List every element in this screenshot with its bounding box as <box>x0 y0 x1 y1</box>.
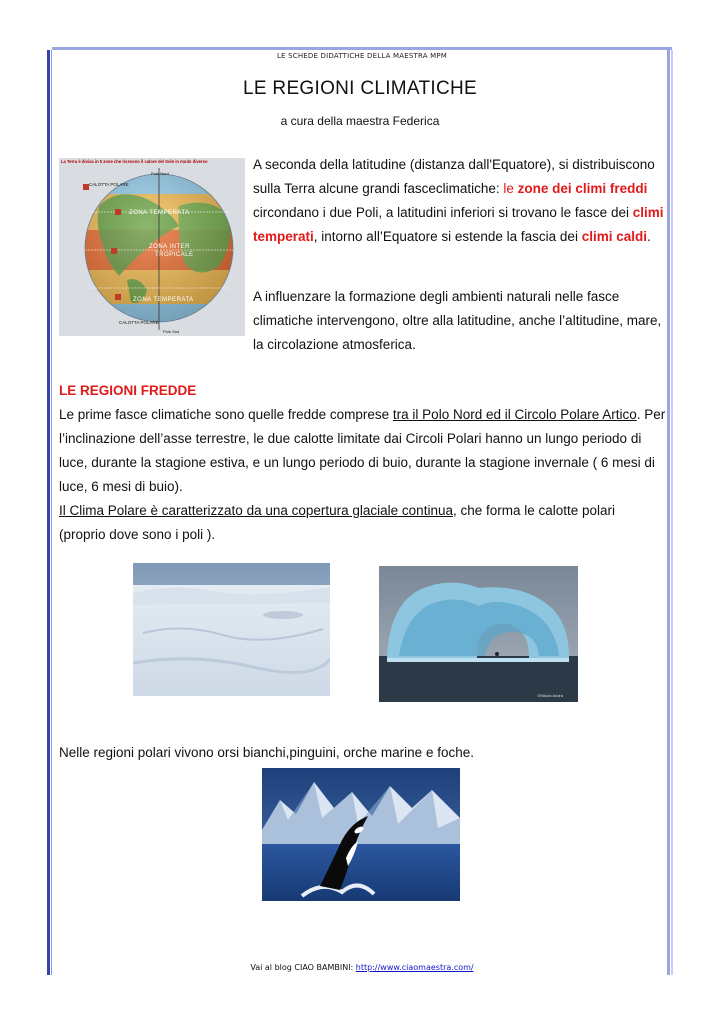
page-border-right-shadow <box>671 50 673 975</box>
section-title: LE REGIONI FREDDE <box>59 383 197 398</box>
cold-zones-term: zone dei climi freddi <box>517 181 648 196</box>
label-south-cap: CALOTTA POLARE <box>119 320 159 325</box>
label-north-pole: Polo Nord <box>151 171 169 176</box>
intro-text-f: , intorno all’Equatore si estende la fascia dei <box>313 229 582 244</box>
temperate-term: climi temperati <box>253 205 664 244</box>
hot-term: climi caldi <box>581 229 647 244</box>
page-border-left-inner <box>51 50 52 975</box>
intro-text-d: circondano i due Poli, a latitudini inferiori si trovano le fasce dei <box>253 205 633 220</box>
page-title: LE REGIONI CLIMATICHE <box>243 78 477 99</box>
section-text-c: . Per l’inclinazione dell’asse terrestre, le due calotte limitate dai Circoli Polari hanno un lungo periodo di luce, durante la stagione estiva, e un lungo periodo di buio, durante la stagione invernale ( 6 mesi di luce, 6 mesi di buio). <box>59 407 666 494</box>
section-text-2b: , che forma le calotte polari (proprio dove sono i poli ). <box>59 503 616 542</box>
page-border-right <box>667 50 670 975</box>
arctic-range-text: tra il Polo Nord ed il Circolo Polare Artico <box>392 407 637 422</box>
label-north-temperate: ZONA TEMPERATA <box>129 210 190 216</box>
globe-illustration <box>59 166 245 336</box>
intro-text-h: . <box>646 229 651 244</box>
section-text-a: Le prime fasce climatiche sono quelle fredde comprese <box>59 407 393 422</box>
intro-text-b: le <box>503 181 518 196</box>
animals-paragraph: Nelle regioni polari vivono orsi bianchi,pinguini, orche marine e foche. <box>59 745 474 760</box>
section-paragraph-1 <box>59 403 667 499</box>
section-paragraph-2 <box>59 499 659 547</box>
page-border-left <box>47 50 50 975</box>
footer-prefix: Vai al blog CIAO BAMBINI: <box>250 963 356 972</box>
iceberg-photo <box>379 566 578 702</box>
intro-text-a: A seconda della latitudine (distanza dall'Equatore), si distribuiscono sulla Terra alcune grandi fasceclimatiche: <box>253 157 655 196</box>
label-tropical-1: ZONA INTER <box>149 244 191 250</box>
page-border-top <box>52 47 672 50</box>
header-note: LE SCHEDE DIDATTICHE DELLA MAESTRA MPM <box>276 52 448 60</box>
label-south-temperate: ZONA TEMPERATA <box>133 297 194 303</box>
orca-photo <box>262 768 460 901</box>
blog-link[interactable]: http://www.ciaomaestra.com/ <box>355 963 474 972</box>
photo-credit: ©Nikola Andra <box>537 693 563 698</box>
globe-caption: La Terra è divisa in 5 zone che ricevono il calore del Sole in modo diverso <box>61 159 208 164</box>
footer <box>52 963 672 972</box>
intro-paragraph-2: A influenzare la formazione degli ambienti naturali nelle fasce climatiche intervengono, oltre alla latitudine, anche l’altitudine, mare, la circolazione atmosferica. <box>253 289 662 352</box>
label-north-cap: CALOTTA POLARE <box>89 182 129 187</box>
intro-paragraph-1 <box>253 153 667 249</box>
label-tropical-2: TROPICALE <box>155 252 194 258</box>
snowfield-photo <box>133 563 330 696</box>
polar-climate-text: Il Clima Polare è caratterizzato da una copertura glaciale continua <box>59 503 453 518</box>
globe-figure <box>59 158 245 336</box>
label-south-pole: Polo Sud <box>163 329 180 334</box>
author-line: a cura della maestra Federica <box>280 114 440 128</box>
